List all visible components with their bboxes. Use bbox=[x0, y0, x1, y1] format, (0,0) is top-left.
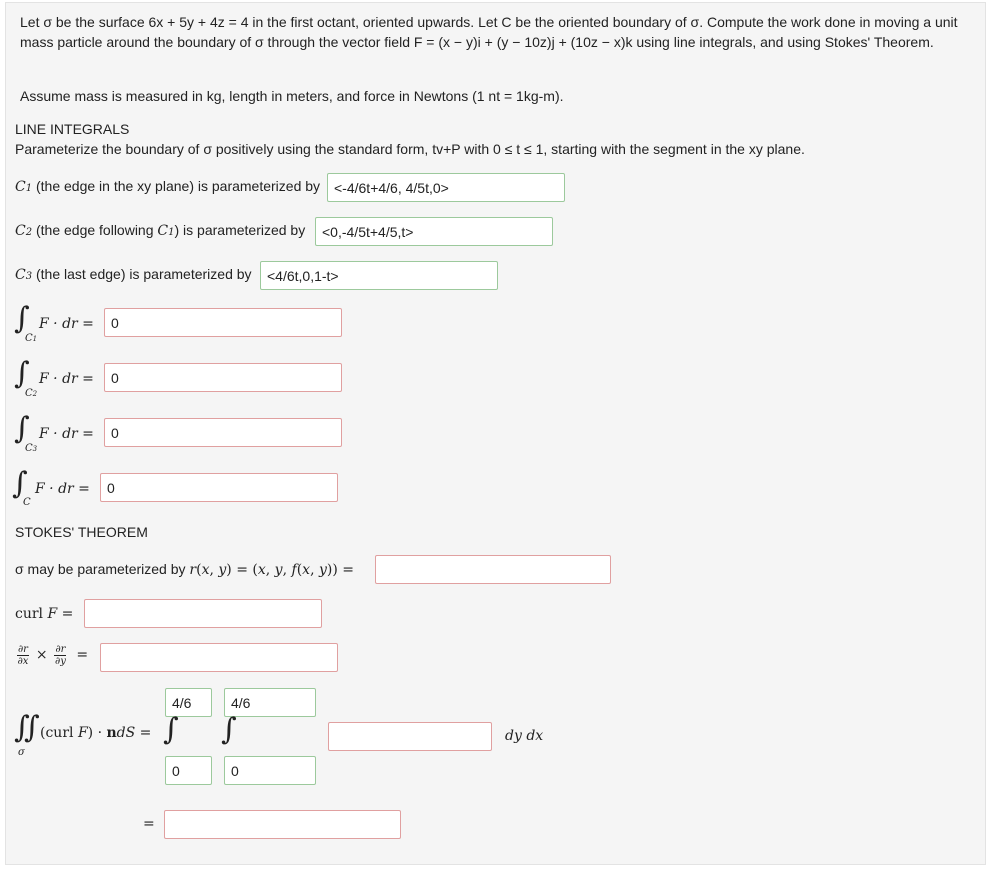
c1-param-input[interactable]: <-4/6t+4/6, 4/5t,0> bbox=[327, 173, 565, 202]
integral-sign-icon: ∫ bbox=[12, 466, 28, 501]
outer-lower-limit-input[interactable]: 0 bbox=[165, 756, 212, 785]
stokes-heading: STOKES' THEOREM bbox=[15, 524, 148, 540]
integral-sign-icon: ∫ bbox=[14, 301, 30, 336]
final-result-input[interactable] bbox=[164, 810, 401, 839]
c2-label: C2 (the edge following C1) is parameterized by bbox=[15, 222, 306, 239]
c3-param-input[interactable]: <4/6t,0,1-t> bbox=[260, 261, 498, 290]
line-integrals-instruction: Parameterize the boundary of σ positively using the standard form, tv+P with 0 ≤ t ≤ 1, starting with the segment in the xy plane. bbox=[15, 141, 805, 157]
problem-intro: Let σ be the surface 6x + 5y + 4z = 4 in the first octant, oriented upwards. Let C be the oriented boundary of σ. Compute the work done in moving a unit mass particle around the boundary of σ through the vector field F = (x − y)i + (y − 10z)j + (10z − x)k using line integrals, and using Stokes' Theorem. bbox=[20, 14, 958, 50]
c1-label: C1 (the edge in the xy plane) is parameterized by bbox=[15, 178, 321, 195]
line-integrals-heading: LINE INTEGRALS bbox=[15, 121, 130, 137]
surface-param-label-text: σ may be parameterized by bbox=[15, 561, 186, 577]
int-c2-input[interactable]: 0 bbox=[104, 363, 342, 392]
surface-param-label: σ may be parameterized by r(x, y) = (x, y, f(x, y)) = bbox=[15, 561, 354, 578]
integral-subscript-c3: C3 bbox=[25, 443, 38, 454]
double-integral-icon: ∬ bbox=[14, 710, 40, 745]
integral-subscript-c1: C1 bbox=[25, 333, 38, 344]
c1-label-text: (the edge in the xy plane) is parameterized by bbox=[35, 178, 321, 194]
line-integral-c2-expr bbox=[14, 356, 30, 391]
surface-integral-expr bbox=[14, 710, 40, 745]
integral-subscript-c: C bbox=[23, 497, 31, 508]
sigma-subscript: σ bbox=[18, 747, 25, 758]
equals-sign: = bbox=[143, 816, 155, 832]
integrand-f-dot-dr: F · dr = bbox=[39, 426, 94, 442]
integral-sign-icon: ∫ bbox=[14, 411, 30, 446]
c2-param-input[interactable]: <0,-4/5t+4/5,t> bbox=[315, 217, 553, 246]
c3-label: C3 (the last edge) is parameterized by bbox=[15, 266, 252, 283]
integral-sign-icon: ∫ bbox=[14, 356, 30, 391]
line-integral-c-expr bbox=[12, 466, 28, 501]
differentials-label: dy dx bbox=[505, 728, 544, 744]
integrand-input[interactable] bbox=[328, 722, 492, 751]
c2-label-text-end: ) is parameterized by bbox=[174, 222, 306, 238]
integral-sign-icon: ∫ bbox=[221, 712, 237, 747]
int-c1-input[interactable]: 0 bbox=[104, 308, 342, 337]
curl-label: curl F = bbox=[15, 606, 74, 622]
int-c3-input[interactable]: 0 bbox=[104, 418, 342, 447]
integral-sign-icon: ∫ bbox=[163, 712, 179, 747]
inner-upper-limit-input[interactable]: 4/6 bbox=[224, 688, 316, 717]
question-panel bbox=[5, 2, 986, 865]
integrand-f-dot-dr: F · dr = bbox=[35, 481, 90, 497]
surface-integrand-label: (curl F) · ndS = bbox=[40, 725, 152, 741]
int-c-input[interactable]: 0 bbox=[100, 473, 338, 502]
integrand-f-dot-dr: F · dr = bbox=[39, 316, 94, 332]
line-integral-c3-expr bbox=[14, 411, 30, 446]
inner-integral-sign bbox=[221, 712, 237, 747]
cross-product-label: $\frac{\partial r}{\partial x}$ × $\frac{\partial r}{\partial y}$ = bbox=[17, 644, 89, 667]
integral-subscript-c2: C2 bbox=[25, 388, 38, 399]
c3-label-text: (the last edge) is parameterized by bbox=[35, 266, 252, 282]
outer-upper-limit-input[interactable]: 4/6 bbox=[165, 688, 212, 717]
inner-lower-limit-input[interactable]: 0 bbox=[224, 756, 316, 785]
surface-param-input[interactable] bbox=[375, 555, 611, 584]
line-integral-c1-expr bbox=[14, 301, 30, 336]
outer-integral-sign bbox=[163, 712, 179, 747]
integrand-f-dot-dr: F · dr = bbox=[39, 371, 94, 387]
curl-input[interactable] bbox=[84, 599, 322, 628]
cross-product-input[interactable] bbox=[100, 643, 338, 672]
units-note: Assume mass is measured in kg, length in meters, and force in Newtons (1 nt = 1kg-m). bbox=[20, 88, 564, 104]
c2-label-text: (the edge following bbox=[35, 222, 154, 238]
